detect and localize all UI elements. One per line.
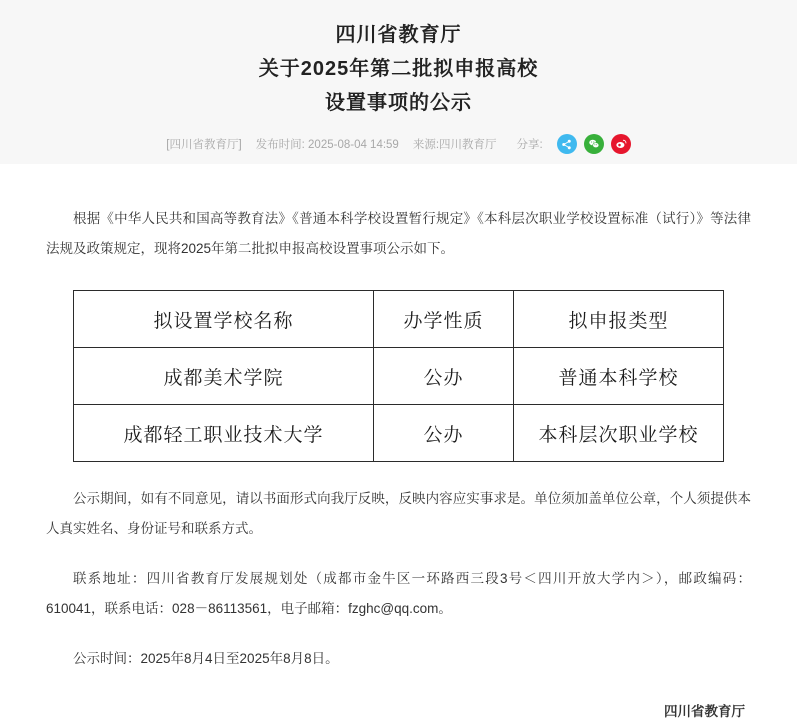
weibo-icon[interactable] <box>611 134 631 154</box>
table-cell-apply-type: 本科层次职业学校 <box>514 405 724 462</box>
document-signature: 四川省教育厅 <box>664 704 745 719</box>
page-title <box>60 18 737 120</box>
document-header <box>0 0 797 164</box>
paragraph-period: 公示时间：2025年8月4日至2025年8月8日。 <box>73 651 339 666</box>
document-content <box>0 164 797 720</box>
page-title-line-3: 设置事项的公示 <box>325 92 472 114</box>
page-title-line-1: 四川省教育厅 <box>335 24 462 46</box>
paragraph-basis: 根据《中华人民共和国高等教育法》《普通本科学校设置暂行规定》《本科层次职业学校设置标准（试行）》等法律法规及政策规定，现将2025年第二批拟申报高校设置事项公示如下。 <box>46 211 751 256</box>
table-cell-school-nature: 公办 <box>374 348 514 405</box>
wechat-icon[interactable] <box>584 134 604 154</box>
table-header-school-name: 拟设置学校名称 <box>74 291 374 348</box>
table-header-row <box>74 291 724 348</box>
paragraph-contact: 联系地址：四川省教育厅发展规划处（成都市金牛区一环路西三段3号＜四川开放大学内＞），邮政编码：610041，联系电话：028－86113561，电子邮箱：fzghc@qq.com。 <box>46 571 751 616</box>
table-cell-school-nature: 公办 <box>374 405 514 462</box>
table-row <box>74 405 724 462</box>
paragraph-feedback: 公示期间，如有不同意见，请以书面形式向我厅反映，反映内容应实事求是。单位须加盖单位公章，个人须提供本人真实姓名、身份证号和联系方式。 <box>46 491 751 536</box>
table-cell-school-name: 成都美术学院 <box>74 348 374 405</box>
meta-publish-time: 发布时间: 2025-08-04 14:59 <box>255 139 399 151</box>
article-meta-bar <box>60 134 737 164</box>
table-row <box>74 348 724 405</box>
spacer <box>46 552 751 564</box>
table-cell-school-name: 成都轻工职业技术大学 <box>74 405 374 462</box>
share-label: 分享: <box>516 139 543 151</box>
table-cell-apply-type: 普通本科学校 <box>514 348 724 405</box>
share-icon-group <box>557 134 631 154</box>
table-header-school-nature: 办学性质 <box>374 291 514 348</box>
page-title-line-2: 关于2025年第二批拟申报高校 <box>258 58 539 80</box>
spacer <box>46 632 751 644</box>
schools-table <box>73 290 724 462</box>
meta-source-bracket: [四川省教育厅] <box>166 139 242 151</box>
share-icon[interactable] <box>557 134 577 154</box>
table-header-apply-type: 拟申报类型 <box>514 291 724 348</box>
meta-origin: 来源:四川教育厅 <box>412 139 497 151</box>
